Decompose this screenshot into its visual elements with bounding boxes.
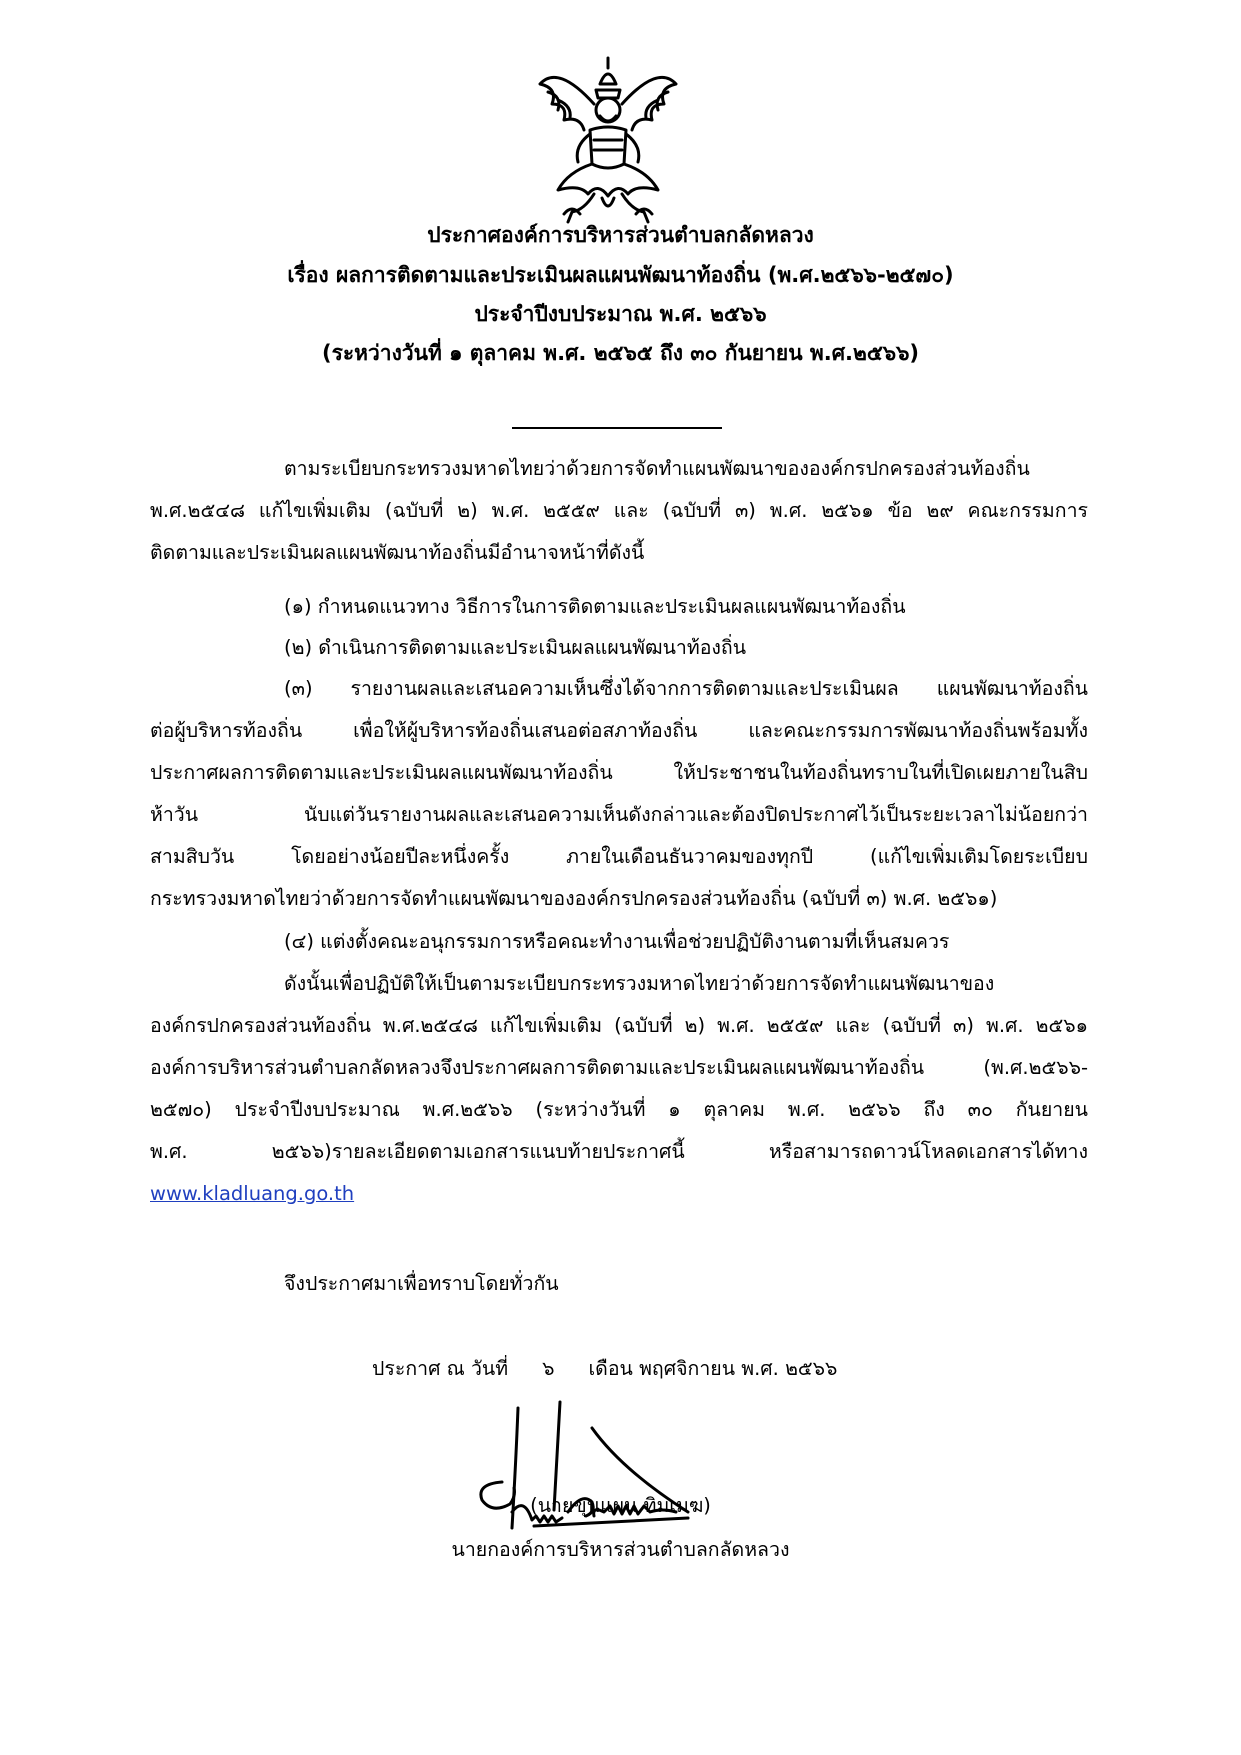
title-line-4: (ระหว่างวันที่ ๑ ตุลาคม พ.ศ. ๒๕๖๕ ถึง ๓๐ กันยายน พ.ศ.๒๕๖๖) [321,341,919,365]
paragraph-1-line-2: พ.ศ.๒๕๔๘ แก้ไขเพิ่มเติม (ฉบับที่ ๒) พ.ศ. ๒๕๕๙ และ (ฉบับที่ ๓) พ.ศ. ๒๕๖๑ ข้อ ๒๙ คณะกรรมการ [150,499,1088,522]
item-2: (๒) ดำเนินการติดตามและประเมินผลแผนพัฒนาท้องถิ่น [284,636,747,659]
handwritten-signature [462,1400,722,1550]
title-line-3: ประจำปีงบประมาณ พ.ศ. ๒๕๖๖ [474,302,767,326]
paragraph-2-line-4: ๒๕๗๐) ประจำปีงบประมาณ พ.ศ.๒๕๖๖ (ระหว่างวันที่ ๑ ตุลาคม พ.ศ. ๒๕๖๖ ถึง ๓๐ กันยายน [150,1098,1088,1121]
title-line-2: เรื่อง ผลการติดตามและประเมินผลแผนพัฒนาท้องถิ่น (พ.ศ.๒๕๖๖-๒๕๗๐) [287,263,954,287]
item-3-line-1: (๓) รายงานผลและเสนอความเห็นซึ่งได้จากการติดตามและประเมินผล แผนพัฒนาท้องถิ่น [284,677,1088,700]
item-3-line-4: ห้าวัน นับแต่วันรายงานผลและเสนอความเห็นดังกล่าวและต้องปิดประกาศไว้เป็นระยะเวลาไม่น้อยกว่า [150,803,1088,826]
item-3-line-5: สามสิบวัน โดยอย่างน้อยปีละหนึ่งครั้ง ภายในเดือนธันวาคมของทุกปี (แก้ไขเพิ่มเติมโดยระเบียบ [150,845,1088,868]
date-prefix: ประกาศ ณ วันที่ [372,1357,509,1380]
item-1: (๑) กำหนดแนวทาง วิธีการในการติดตามและประเมินผลแผนพัฒนาท้องถิ่น [284,595,906,618]
item-3-line-6: กระทรวงมหาดไทยว่าด้วยการจัดทำแผนพัฒนาขององค์กรปกครองส่วนท้องถิ่น (ฉบับที่ ๓) พ.ศ. ๒๕๖๑) [150,887,998,910]
paragraph-1-line-3: ติดตามและประเมินผลแผนพัฒนาท้องถิ่นมีอำนาจหน้าที่ดังนี้ [150,541,645,564]
title-line-1: ประกาศองค์การบริหารส่วนตำบลกลัดหลวง [427,223,814,247]
website-link[interactable]: www.kladluang.go.th [150,1182,355,1205]
paragraph-2-line-3: องค์การบริหารส่วนตำบลกลัดหลวงจึงประกาศผลการติดตามและประเมินผลแผนพัฒนาท้องถิ่น (พ.ศ.๒๕๖๖- [150,1056,1088,1079]
date-month-year: เดือน พฤศจิกายน พ.ศ. ๒๕๖๖ [588,1357,838,1380]
title-divider [512,427,722,429]
date-day: ๖ [542,1357,555,1380]
item-3-line-2: ต่อผู้บริหารท้องถิ่น เพื่อให้ผู้บริหารท้องถิ่นเสนอต่อสภาท้องถิ่น และคณะกรรมการพัฒนาท้องถิ่นพร้อมทั้ง [150,719,1088,742]
paragraph-2-line-1: ดังนั้นเพื่อปฏิบัติให้เป็นตามระเบียบกระทรวงมหาดไทยว่าด้วยการจัดทำแผนพัฒนาของ [284,972,995,995]
signer-title: นายกองค์การบริหารส่วนตำบลกลัดหลวง [451,1538,790,1561]
paragraph-1-line-1: ตามระเบียบกระทรวงมหาดไทยว่าด้วยการจัดทำแผนพัฒนาขององค์กรปกครองส่วนท้องถิ่น [284,457,1030,480]
item-4: (๔) แต่งตั้งคณะอนุกรรมการหรือคณะทำงานเพื่อช่วยปฏิบัติงานตามที่เห็นสมควร [284,930,950,953]
paragraph-2-line-2: องค์กรปกครองส่วนท้องถิ่น พ.ศ.๒๕๔๘ แก้ไขเพิ่มเติม (ฉบับที่ ๒) พ.ศ. ๒๕๕๙ และ (ฉบับที่ ๓) พ.ศ. ๒๕๖๑ [150,1014,1088,1037]
paragraph-2-line-5: พ.ศ. ๒๕๖๖)รายละเอียดตามเอกสารแนบท้ายประกาศนี้ หรือสามารถดาวน์โหลดเอกสารได้ทาง [150,1140,1088,1163]
garuda-emblem [528,54,688,226]
date-line [372,1355,837,1383]
closing-line: จึงประกาศมาเพื่อทราบโดยทั่วกัน [284,1272,559,1295]
signer-name: (นายขุนแผน ทิมเมฆ) [530,1494,711,1517]
item-3-line-3: ประกาศผลการติดตามและประเมินผลแผนพัฒนาท้องถิ่น ให้ประชาชนในท้องถิ่นทราบในที่เปิดเผยภายในสิบ [150,761,1088,784]
